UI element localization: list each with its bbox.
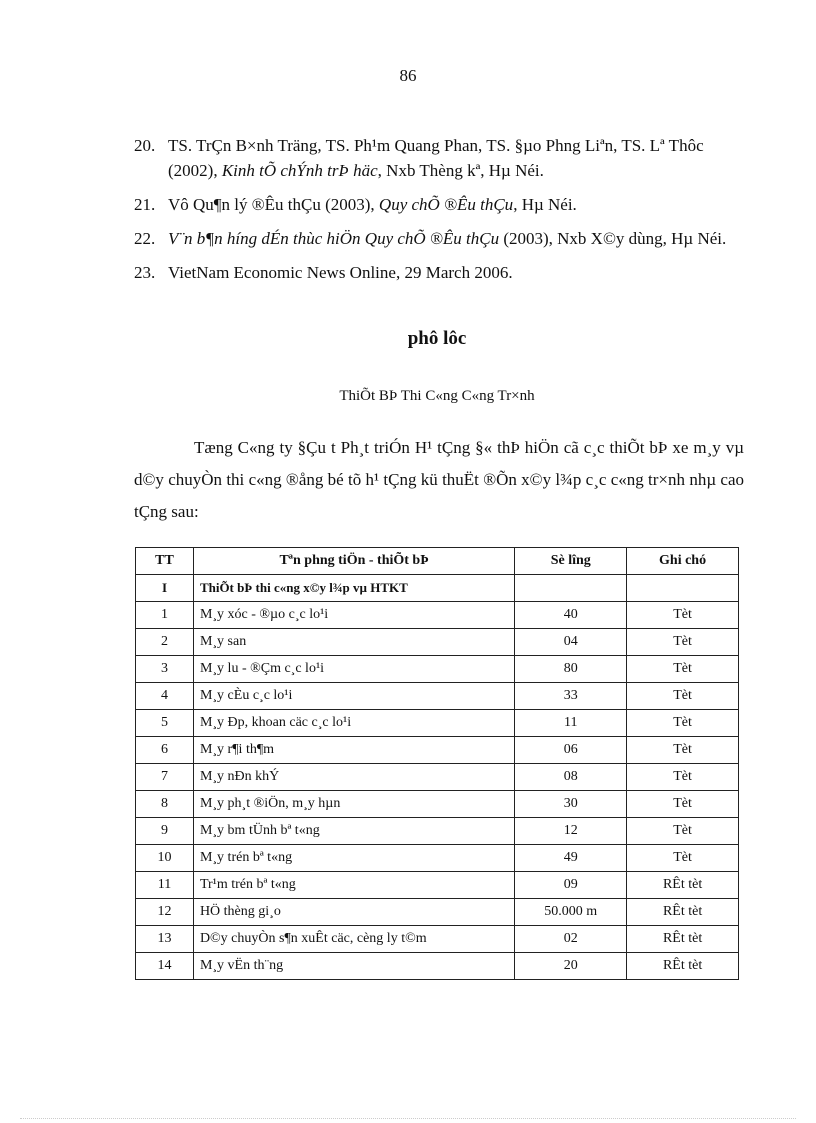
- table-row: [136, 926, 739, 953]
- reference-text-plain: TS. TrÇn B×nh Träng, TS. Ph¹m Quang Phan, TS. §µo Phng Liªn, TS. Lª Thôc (2002),: [168, 136, 704, 180]
- reference-title: Quy chÕ ®Êu thÇu: [378, 195, 514, 214]
- row-tt: 10: [136, 845, 194, 872]
- section-title: phô lôc: [407, 328, 467, 349]
- row-note: Tèt: [627, 656, 739, 683]
- row-name: M¸y xóc - ®µo c¸c lo¹i: [193, 602, 514, 629]
- row-tt: 9: [136, 818, 194, 845]
- row-qty: 50.000 m: [515, 899, 627, 926]
- reference-text-plain: VietNam Economic News Online, 29 March 2006.: [168, 263, 513, 282]
- row-qty: 11: [515, 710, 627, 737]
- row-tt: 12: [136, 899, 194, 926]
- reference-text-tail: (2003), Nxb X©y dùng, Hµ Néi.: [499, 229, 727, 248]
- reference-number: 22.: [134, 229, 156, 248]
- table-row: [136, 737, 739, 764]
- table-row: [136, 845, 739, 872]
- row-qty: 12: [515, 818, 627, 845]
- row-tt: 8: [136, 791, 194, 818]
- row-name: M¸y san: [193, 629, 514, 656]
- reference-number: 20.: [134, 136, 156, 155]
- row-name: Tr¹m trén bª t«ng: [193, 872, 514, 899]
- row-name: M¸y r¶i th¶m: [193, 737, 514, 764]
- reference-title: V¨n b¶n híng dÉn thùc hiÖn Quy chÕ ®Êu thÇu: [168, 229, 500, 248]
- header-note: Ghi chó: [627, 548, 739, 575]
- reference-item: [134, 226, 744, 251]
- reference-text: [168, 226, 744, 251]
- row-name: M¸y ph¸t ®iÖn, m¸y hµn: [193, 791, 514, 818]
- row-note: Tèt: [627, 764, 739, 791]
- table-row: [136, 899, 739, 926]
- row-qty: 33: [515, 683, 627, 710]
- reference-text: [168, 133, 744, 183]
- row-qty: 06: [515, 737, 627, 764]
- table-row: [136, 791, 739, 818]
- table-row: [136, 683, 739, 710]
- row-qty: 09: [515, 872, 627, 899]
- row-tt: 13: [136, 926, 194, 953]
- row-note: Tèt: [627, 629, 739, 656]
- row-tt: 2: [136, 629, 194, 656]
- row-tt: 3: [136, 656, 194, 683]
- intro-paragraph: Tæng C«ng ty §Çu t Ph¸t triÓn H¹ tÇng §« thÞ hiÖn cã c¸c thiÕt bÞ xe m¸y vµ d©y chuyÒn thi c«ng ®ång bé tõ h¹ tÇng kü thuËt ®Õn x©y l¾p c¸c c«ng tr×nh nhµ cao tÇng sau:: [134, 438, 744, 521]
- row-name: M¸y vËn th¨ng: [193, 953, 514, 980]
- page-number: 86: [399, 66, 417, 85]
- row-note: Tèt: [627, 710, 739, 737]
- table-row: [136, 710, 739, 737]
- row-note: RÊt tèt: [627, 926, 739, 953]
- equipment-table: [135, 547, 739, 980]
- row-qty: 20: [515, 953, 627, 980]
- row-tt: 14: [136, 953, 194, 980]
- row-qty: 80: [515, 656, 627, 683]
- row-qty: 40: [515, 602, 627, 629]
- table-row: [136, 764, 739, 791]
- row-tt: 5: [136, 710, 194, 737]
- header-qty: Sè lîng: [515, 548, 627, 575]
- reference-text-plain: Vô Qu¶n lý ®Êu thÇu (2003),: [168, 195, 379, 214]
- table-header-row: [136, 548, 739, 575]
- group-name: ThiÕt bÞ thi c«ng x©y l¾p vµ HTKT: [193, 575, 514, 602]
- row-name: M¸y trén bª t«ng: [193, 845, 514, 872]
- row-note: Tèt: [627, 737, 739, 764]
- table-row: [136, 656, 739, 683]
- row-note: RÊt tèt: [627, 899, 739, 926]
- header-name: Tªn phng tiÖn - thiÕt bÞ: [193, 548, 514, 575]
- row-note: Tèt: [627, 818, 739, 845]
- table-row: [136, 629, 739, 656]
- reference-title: Kinh tÕ chÝnh trÞ häc: [221, 161, 378, 180]
- section-subtitle: ThiÕt BÞ Thi C«ng C«ng Tr×nh: [339, 388, 535, 404]
- group-note: [627, 575, 739, 602]
- row-note: Tèt: [627, 845, 739, 872]
- row-name: M¸y lu - ®Çm c¸c lo¹i: [193, 656, 514, 683]
- reference-item: [134, 260, 744, 285]
- group-tt: I: [136, 575, 194, 602]
- reference-text: [168, 260, 744, 285]
- row-tt: 7: [136, 764, 194, 791]
- footer-divider: [20, 1118, 796, 1119]
- row-name: M¸y cÈu c¸c lo¹i: [193, 683, 514, 710]
- row-tt: 1: [136, 602, 194, 629]
- row-qty: 49: [515, 845, 627, 872]
- row-qty: 04: [515, 629, 627, 656]
- row-tt: 4: [136, 683, 194, 710]
- reference-item: [134, 133, 744, 183]
- table-row: [136, 818, 739, 845]
- row-tt: 11: [136, 872, 194, 899]
- reference-number: 23.: [134, 263, 156, 282]
- reference-number: 21.: [134, 195, 156, 214]
- table-group-row: [136, 575, 739, 602]
- row-note: RÊt tèt: [627, 872, 739, 899]
- reference-text: [168, 192, 744, 217]
- row-note: Tèt: [627, 602, 739, 629]
- row-name: D©y chuyÒn s¶n xuÊt cäc, cèng ly t©m: [193, 926, 514, 953]
- table-row: [136, 602, 739, 629]
- row-note: RÊt tèt: [627, 953, 739, 980]
- row-note: Tèt: [627, 791, 739, 818]
- references-list: [134, 133, 744, 294]
- row-qty: 02: [515, 926, 627, 953]
- reference-text-tail: , Hµ Néi.: [513, 195, 577, 214]
- table-row: [136, 872, 739, 899]
- reference-text-tail: , Nxb Thèng kª, Hµ Néi.: [377, 161, 544, 180]
- table-row: [136, 953, 739, 980]
- row-note: Tèt: [627, 683, 739, 710]
- row-name: M¸y Ðp, khoan cäc c¸c lo¹i: [193, 710, 514, 737]
- reference-item: [134, 192, 744, 217]
- row-name: M¸y nÐn khÝ: [193, 764, 514, 791]
- row-name: M¸y bm tÜnh bª t«ng: [193, 818, 514, 845]
- row-qty: 30: [515, 791, 627, 818]
- group-qty: [515, 575, 627, 602]
- header-tt: TT: [136, 548, 194, 575]
- row-qty: 08: [515, 764, 627, 791]
- row-tt: 6: [136, 737, 194, 764]
- row-name: HÖ thèng gi¸o: [193, 899, 514, 926]
